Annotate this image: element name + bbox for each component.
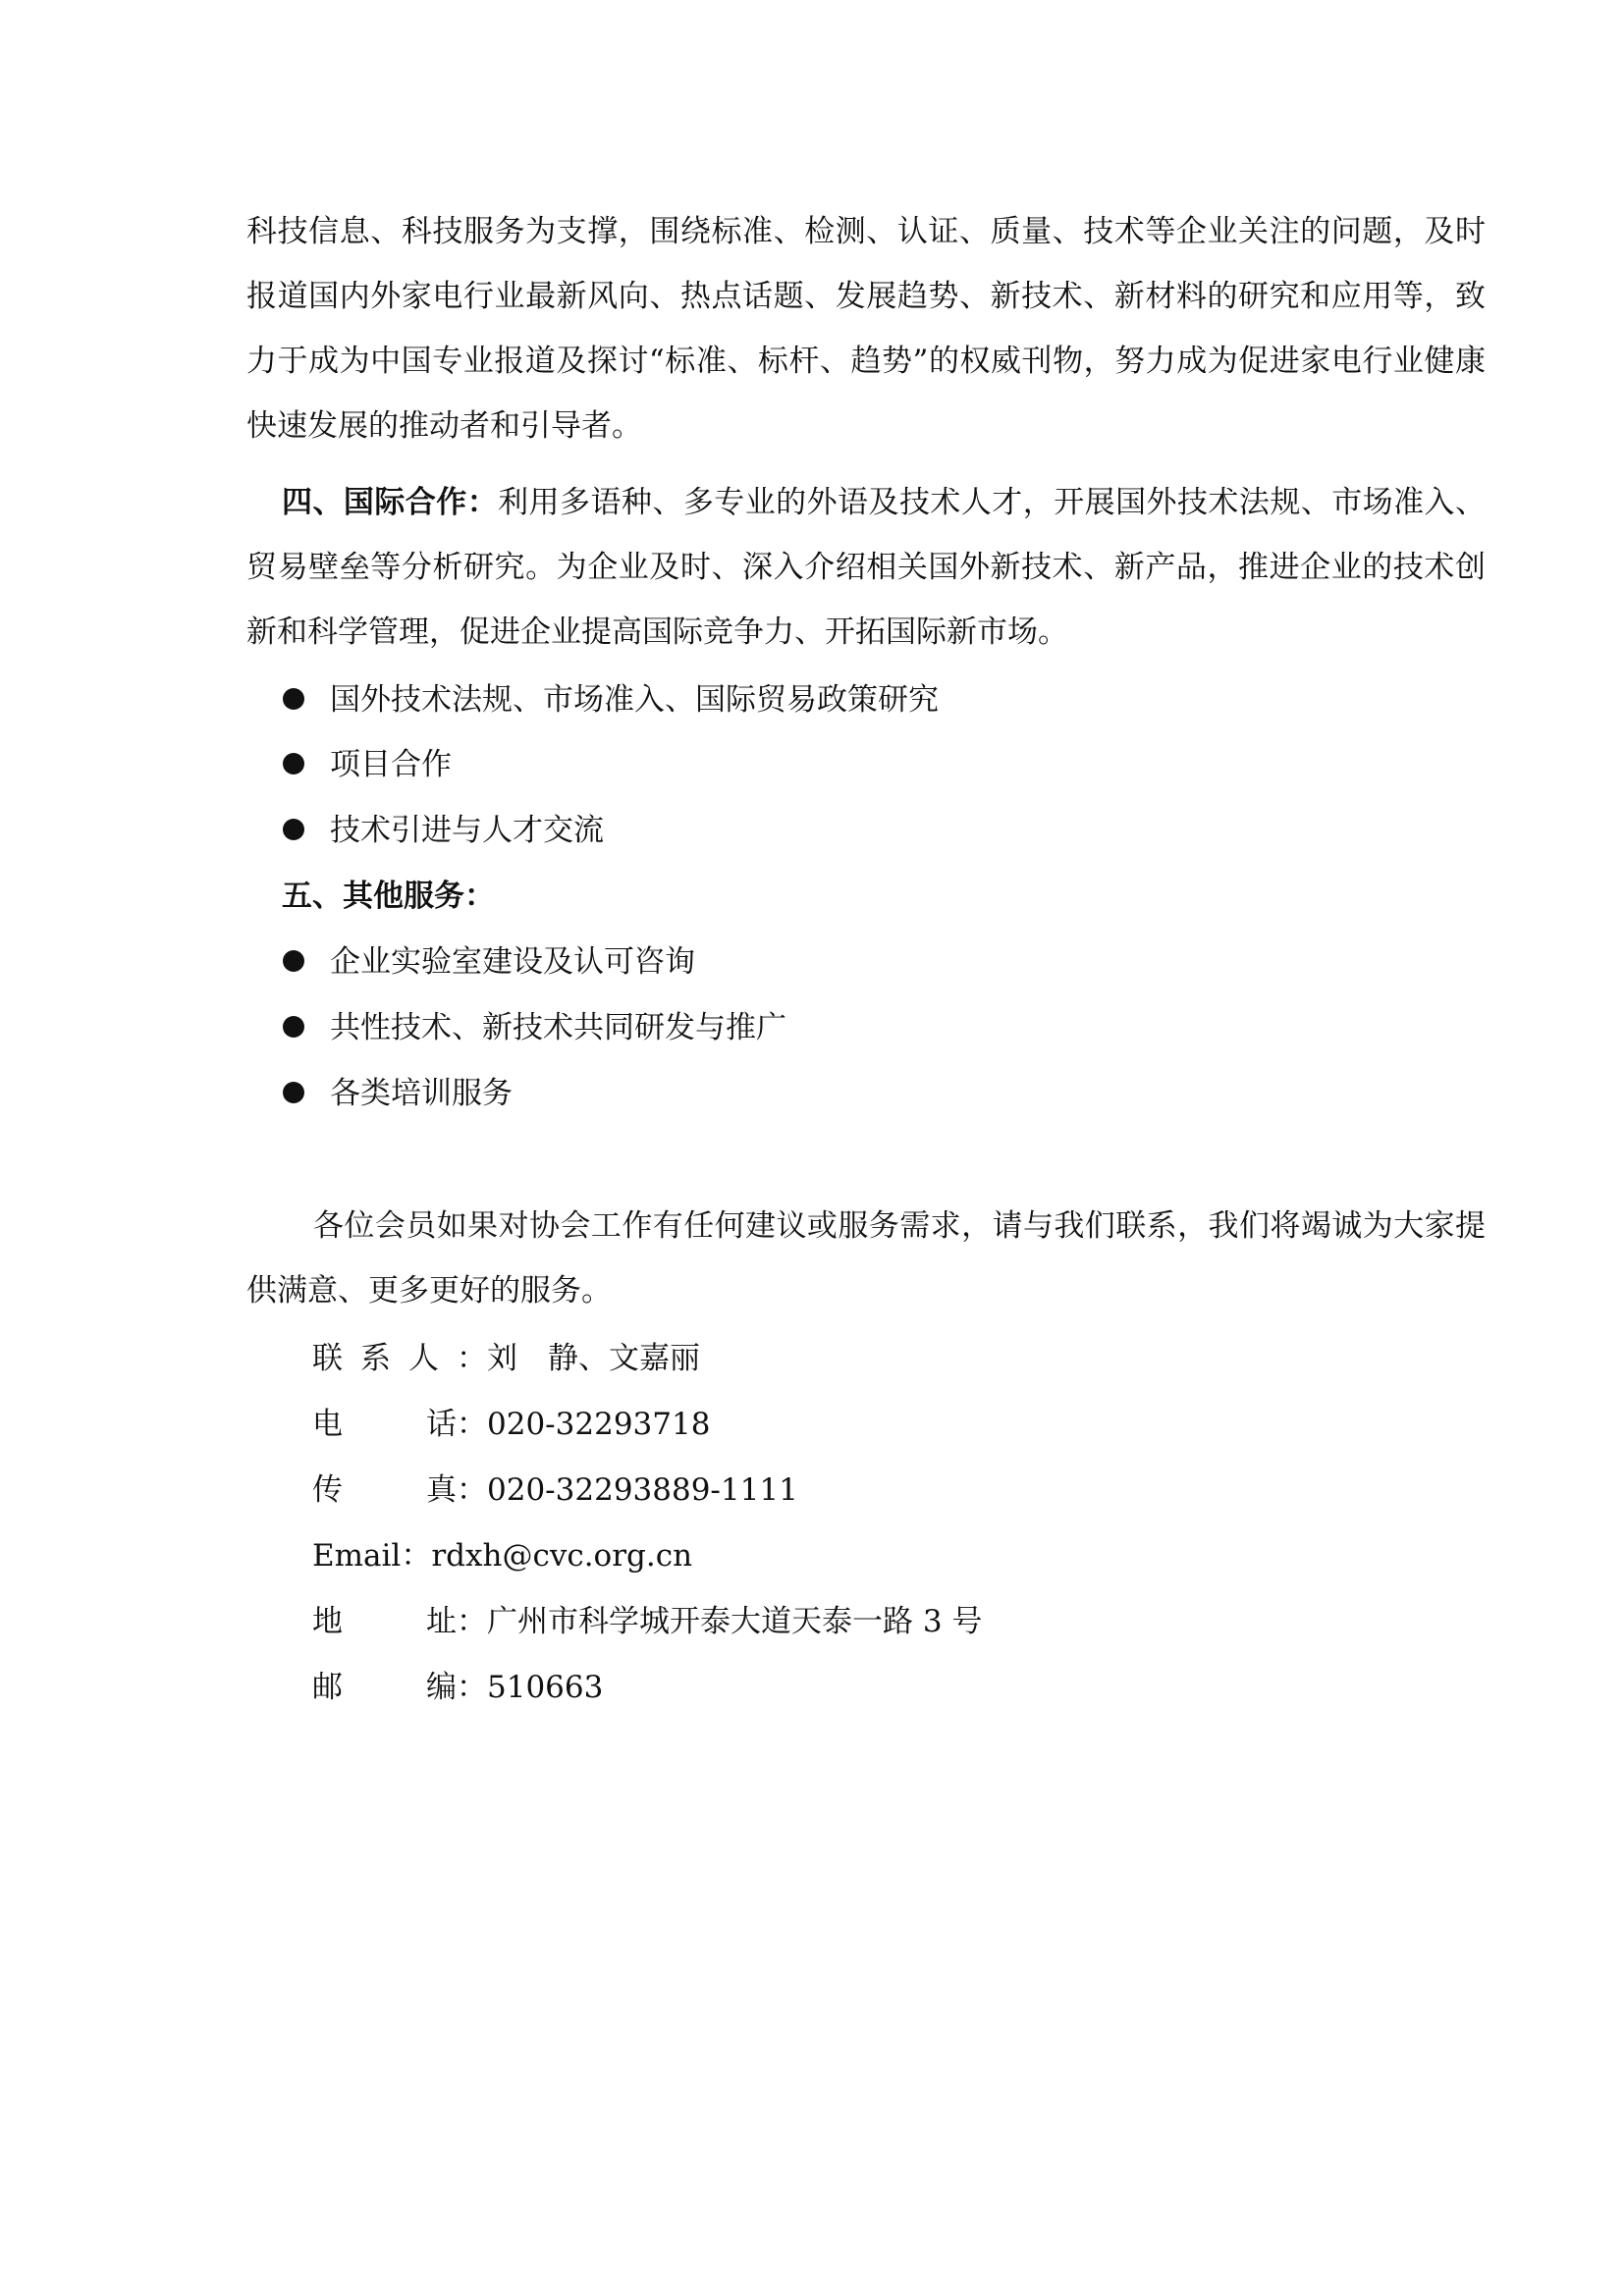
contact-fax-line xyxy=(312,1458,798,1522)
list-item xyxy=(283,995,786,1060)
list-item xyxy=(283,732,452,797)
label-char: 邮 xyxy=(312,1670,343,1705)
contact-zip-value: ：510663 xyxy=(457,1670,604,1705)
label-char: 话 xyxy=(426,1407,457,1442)
contact-phone-line xyxy=(312,1392,710,1457)
section-body-international: 利用多语种、多专业的外语及技术人才，开展国外技术法规、市场准入、贸易壁垒等分析研究。为企业及时、深入介绍相关国外新技术、新产品，推进企业的技术创新和科学管理，促进企业提高国际竞争力、开拓国际新市场。 xyxy=(246,485,1487,650)
list-item xyxy=(283,1061,513,1126)
bullet-icon xyxy=(283,1082,304,1103)
list-item-text: 技术引进与人才交流 xyxy=(330,813,604,848)
contact-address-label xyxy=(312,1589,457,1654)
closing-paragraph: 各位会员如果对协会工作有任何建议或服务需求，请与我们联系，我们将竭诚为大家提供满意、更多更好的服务。 xyxy=(246,1208,1486,1308)
list-item xyxy=(283,667,939,732)
label-char: 址 xyxy=(426,1604,457,1639)
section-heading-other-services xyxy=(282,864,495,929)
bullet-icon xyxy=(283,1016,304,1038)
list-item-text: 共性技术、新技术共同研发与推广 xyxy=(330,1010,786,1045)
contact-zip-label xyxy=(312,1655,457,1720)
contact-phone-label xyxy=(312,1392,457,1457)
list-item-text: 各类培训服务 xyxy=(330,1076,513,1111)
list-item xyxy=(283,798,604,863)
paragraph-intro: 科技信息、科技服务为支撑，围绕标准、检测、认证、质量、技术等企业关注的问题，及时报道国内外家电行业最新风向、热点话题、发展趋势、新技术、新材料的研究和应用等，致力于成为中国专业报道及探讨“标准、标杆、趋势”的权威刊物，努力成为促进家电行业健康快速发展的推动者和引导者。 xyxy=(246,214,1486,444)
label-char: 传 xyxy=(312,1472,343,1508)
label-char: 地 xyxy=(312,1604,343,1639)
contact-email-label: Email xyxy=(312,1538,402,1574)
contact-fax-value: ：020-32293889-1111 xyxy=(457,1472,798,1508)
section-heading-colon: ： xyxy=(466,485,499,520)
contact-person-value: ：刘 静、文嘉丽 xyxy=(457,1341,700,1376)
contact-phone-value: ：020-32293718 xyxy=(457,1407,711,1442)
contact-email-line xyxy=(312,1523,692,1588)
bullet-icon xyxy=(283,819,304,840)
contact-person-label xyxy=(312,1326,457,1391)
label-char: 真 xyxy=(426,1472,457,1508)
label-char: 电 xyxy=(312,1407,343,1442)
contact-address-value: ：广州市科学城开泰大道天泰一路 3 号 xyxy=(457,1604,983,1639)
list-item-text: 企业实验室建设及认可咨询 xyxy=(330,944,695,980)
contact-email-value: ：rdxh@cvc.org.cn xyxy=(401,1538,693,1574)
bullet-icon xyxy=(283,950,304,972)
section-heading-text: 五、其他服务 xyxy=(282,879,464,914)
list-item-text: 项目合作 xyxy=(330,747,452,782)
contact-fax-label xyxy=(312,1458,457,1522)
label-char: 编 xyxy=(426,1670,457,1705)
list-item xyxy=(283,930,695,994)
list-item-text: 国外技术法规、市场准入、国际贸易政策研究 xyxy=(330,682,939,718)
contact-person-label-text: 联系人 xyxy=(312,1341,457,1376)
contact-zip-line xyxy=(312,1655,603,1720)
section-heading-colon: ： xyxy=(464,879,495,914)
section-heading-international: 四、国际合作 xyxy=(282,485,467,520)
contact-person-line xyxy=(312,1326,700,1391)
contact-address-line xyxy=(312,1589,982,1654)
bullet-icon xyxy=(283,688,304,710)
bullet-icon xyxy=(283,753,304,774)
section-international-cooperation xyxy=(246,470,1486,665)
